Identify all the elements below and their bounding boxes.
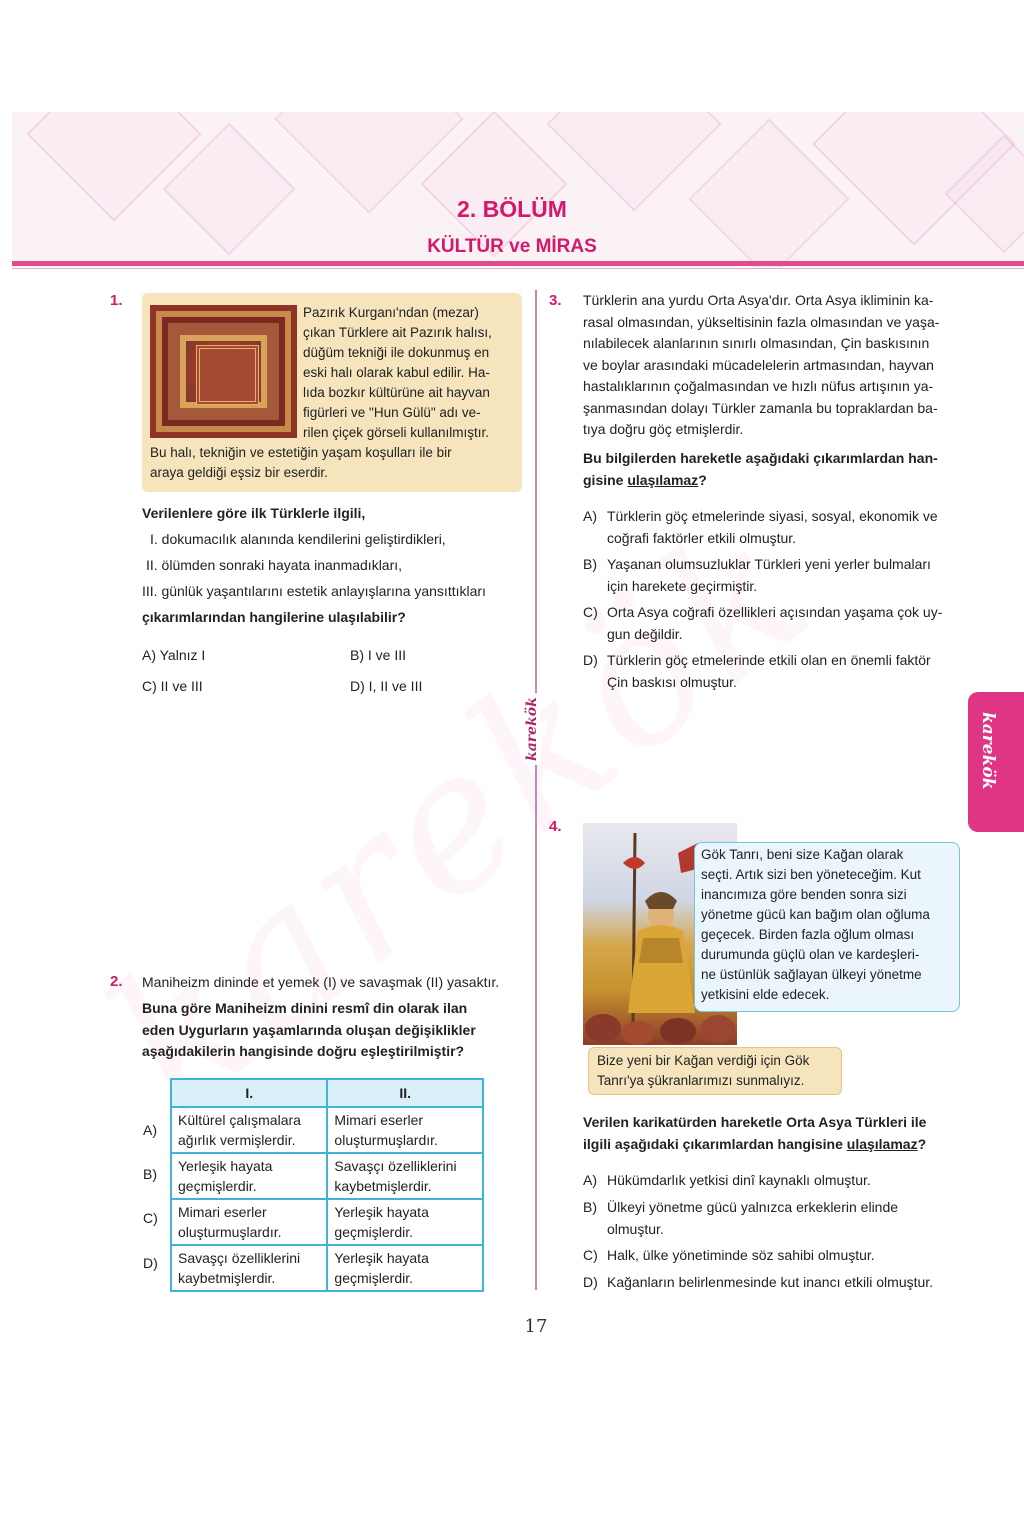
q4-option-a[interactable]: A) Hükümdarlık yetkisi dinî kaynaklı olmuştur. <box>583 1172 871 1188</box>
chapter-heading: 2. BÖLÜM <box>457 196 567 222</box>
q1-option-d[interactable]: D) I, II ve III <box>350 678 423 694</box>
brand-logo-middle: karekök <box>524 693 540 765</box>
crowd-speech-bubble: Bize yeni bir Kağan verdiği için Gök Tanrı'ya şükranlarımızı sunmalıyız. <box>588 1047 842 1095</box>
kagan-speech-bubble: Gök Tanrı, beni size Kağan olarak seçti. Artık sizi ben yöneteceğim. Kut inancımıza göre benden sonra sizi yönetme gücü kan bağım olan oğluma geçecek. Birden fazla oğlum olması durumunda güçlü olan ve kardeşleri- ne üstünlük sağlayan ülkeyi yönetme yetkisini elde edecek. <box>694 842 960 1012</box>
q3-number: 3. <box>549 292 562 309</box>
q1-option-a[interactable]: A) Yalnız I <box>142 647 206 663</box>
q1-box-text: Pazırık Kurganı'ndan (mezar) çıkan Türklere ait Pazırık halısı, düğüm tekniği ile dokunmuş en eski halı olarak kabul edilir. Ha- lıda bozkır kültürüne ait hayvan figürleri ve "Hun Gülü" adı ve- rilen çiçek görseli kullanılmıştır. <box>303 305 492 440</box>
q1-stem: Verilenlere göre ilk Türklerle ilgili, <box>142 505 366 521</box>
q2-option-c-label[interactable]: C) <box>143 1210 158 1226</box>
q3-option-a[interactable]: A) Türklerin göç etmelerinde siyasi, sosyal, ekonomik ve coğrafi faktörler etkili olmuştur. <box>583 508 938 546</box>
q2-option-b-label[interactable]: B) <box>143 1166 157 1182</box>
table-row[interactable] <box>171 1107 483 1153</box>
side-tab-label: karekök <box>978 712 998 790</box>
q3-passage: Türklerin ana yurdu Orta Asya'dır. Orta Asya ikliminin ka- rasal olmasından, yükseltisinin fazla olmasından ve yaşa- nılabilecek alanlarının sınırlı olmasından, Çin baskısının ve boylar arasındaki mücadelelerin artmasından, hayvan hastalıklarının çoğalmasından ve hızlı nüfus artışının ya- şanmasından dolayı Türkler zamanla bu topraklardan ba- tıya doğru göç etmişlerdir. <box>583 292 940 437</box>
header-rule <box>12 261 1024 266</box>
table-row[interactable] <box>171 1199 483 1245</box>
q1-box-text-bottom: Bu halı, tekniğin ve estetiğin yaşam koşulları ile bir araya geldiği eşsiz bir eserdir. <box>150 445 452 480</box>
q1-number: 1. <box>110 292 123 309</box>
q2-table-header-2: II. <box>327 1079 483 1107</box>
q4-option-d[interactable]: D) Kağanların belirlenmesinde kut inancı etkili olmuştur. <box>583 1274 934 1290</box>
q4-question: Verilen karikatürden hareketle Orta Asya Türkleri ile ilgili aşağıdaki çıkarımlardan hangisine ulaşılamaz? <box>583 1114 927 1152</box>
q3-question: Bu bilgilerden hareketle aşağıdaki çıkarımlardan han- gisine ulaşılamaz? <box>583 450 938 488</box>
pazirik-rug-image <box>150 305 297 438</box>
q2-table-header-1: I. <box>171 1079 327 1107</box>
q3-option-d[interactable]: D) Türklerin göç etmelerinde etkili olan en önemli faktör Çin baskısı olmuştur. <box>583 652 931 690</box>
table-row[interactable] <box>171 1245 483 1291</box>
column-divider <box>535 290 537 1290</box>
q1-item-2: II. ölümden sonraki hayata inanmadıkları, <box>146 557 403 573</box>
page-number: 17 <box>524 1316 548 1337</box>
side-tab[interactable] <box>968 692 1024 832</box>
q4-option-c[interactable]: C) Halk, ülke yönetiminde söz sahibi olmuştur. <box>583 1247 875 1263</box>
q1-option-c[interactable]: C) II ve III <box>142 678 203 694</box>
q3-option-c[interactable]: C) Orta Asya coğrafi özellikleri açısından yaşama çok uy- gun değildir. <box>583 604 943 642</box>
table-cell: Yerleşik hayata geçmişlerdir. <box>327 1199 483 1245</box>
chapter-title: KÜLTÜR ve MİRAS <box>427 236 597 257</box>
q2-question: Buna göre Maniheizm dinini resmî din olarak ilan eden Uygurların yaşamlarında oluşan değişiklikler aşağıdakilerin hangisinde doğru eşleştirilmiştir? <box>142 1000 476 1059</box>
table-cell: Mimari eserler oluşturmuşlardır. <box>327 1107 483 1153</box>
q1-option-b[interactable]: B) I ve III <box>350 647 407 663</box>
q2-intro: Maniheizm dininde et yemek (I) ve savaşmak (II) yasaktır. <box>142 974 500 990</box>
q2-option-a-label[interactable]: A) <box>143 1122 157 1138</box>
q3-option-b[interactable]: B) Yaşanan olumsuzluklar Türkleri yeni yerler bulmaları için harekete geçirmiştir. <box>583 556 931 594</box>
q1-item-1: I. dokumacılık alanında kendilerini geliştirdikleri, <box>150 531 446 547</box>
table-cell: Yerleşik hayata geçmişlerdir. <box>327 1245 483 1291</box>
header-rule-thin <box>12 268 1024 269</box>
q2-match-table <box>170 1078 484 1292</box>
table-cell: Kültürel çalışmalara ağırlık vermişlerdir. <box>171 1107 327 1153</box>
table-cell: Savaşçı özelliklerini kaybetmişlerdir. <box>327 1153 483 1199</box>
q4-number: 4. <box>549 818 562 835</box>
table-cell: Yerleşik hayata geçmişlerdir. <box>171 1153 327 1199</box>
q1-item-3: III. günlük yaşantılarını estetik anlayışlarına yansıttıkları <box>142 583 486 599</box>
q2-number: 2. <box>110 973 123 990</box>
q4-option-b[interactable]: B) Ülkeyi yönetme gücü yalnızca erkeklerin elinde olmuştur. <box>583 1199 899 1237</box>
table-row[interactable] <box>171 1153 483 1199</box>
table-cell: Mimari eserler oluşturmuşlardır. <box>171 1199 327 1245</box>
table-cell: Savaşçı özelliklerini kaybetmişlerdir. <box>171 1245 327 1291</box>
q1-question: çıkarımlarından hangilerine ulaşılabilir? <box>142 609 406 625</box>
q2-option-d-label[interactable]: D) <box>143 1255 158 1271</box>
